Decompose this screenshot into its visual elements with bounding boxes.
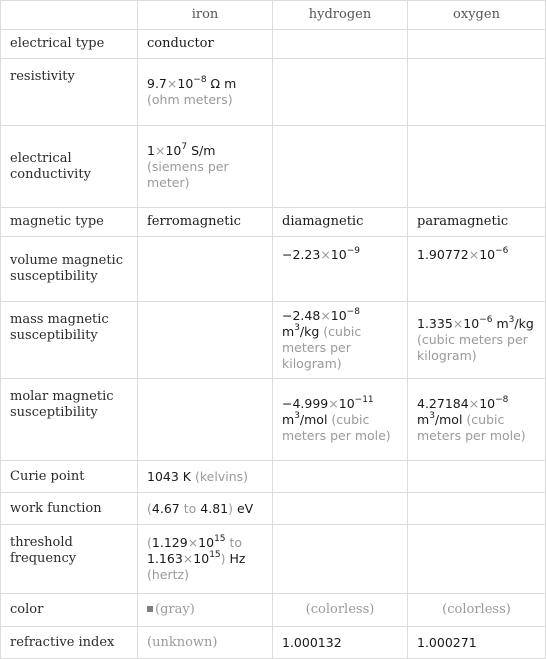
iron-resistivity [138,59,273,126]
times-sign: × [452,316,464,331]
unit-exponent: 3 [294,410,300,421]
ten: 10 [330,308,347,323]
unit: Ω m [210,76,237,91]
iron-threshold-frequency [138,525,273,594]
color-name: (gray) [155,602,195,617]
ten: 10 [338,395,355,411]
unit-a: m [496,316,509,331]
empty-cell [273,59,408,126]
empty-cell [273,525,408,594]
times-sign: × [328,395,339,411]
exponent: 7 [181,141,188,152]
row-conductivity [1,126,546,208]
unit-name: (cubic meters per kilogram) [417,332,528,363]
ten: 10 [193,551,210,566]
high-mantissa: 1.163 [147,551,183,566]
unit-name: (cubic meters per kilogram) [282,324,362,371]
hydrogen-electrical-type [273,30,408,59]
times-sign: × [182,551,194,566]
empty-cell [273,493,408,525]
exponent: −11 [354,394,374,405]
unit-a: m [282,324,295,339]
to-word: to [229,535,243,550]
unit-exponent: 3 [508,315,515,325]
row-label: work function [1,493,138,525]
iron-electrical-type: conductor [138,30,273,59]
row-electrical-type [1,30,546,59]
ten: 10 [479,395,496,411]
row-color [1,594,546,627]
mantissa: 1.90772 [417,247,469,262]
row-label: electrical type [1,30,138,59]
exponent: −8 [193,75,207,85]
hydrogen-refractive-index: 1.000132 [273,627,408,659]
unit-name: (cubic meters per mole) [417,411,526,443]
exponent: −8 [346,307,360,317]
unit-a: m [282,411,295,427]
unit-exponent: 3 [294,323,300,333]
times-sign: × [320,247,331,262]
row-label: mass magnetic susceptibility [1,302,138,379]
low-exponent: 15 [214,534,226,544]
mantissa: 1 [147,142,155,158]
unit-b: /mol [434,411,463,427]
row-label: molar magnetic susceptibility [1,379,138,461]
value: 1043 [147,468,179,484]
row-work-function [1,493,546,525]
empty-cell [408,461,546,493]
low-mantissa: 1.129 [151,535,188,550]
empty-cell [138,302,273,379]
row-volume-susceptibility [1,237,546,302]
iron-curie-point [138,461,273,493]
mantissa: −2.48 [282,308,321,323]
unit-name: (ohm meters) [147,92,233,107]
row-label: refractive index [1,627,138,659]
unit: Hz [229,551,246,566]
row-curie-point [1,461,546,493]
unit: S/m [191,142,216,158]
hydrogen-magnetic-type: diamagnetic [273,208,408,237]
oxygen-refractive-index: 1.000271 [408,627,546,659]
oxygen-molar-susceptibility [408,379,546,461]
mantissa: −2.23 [282,247,321,262]
row-label: threshold frequency [1,525,138,594]
header-empty-cell [1,1,138,30]
header-oxygen: oxygen [408,1,546,30]
row-refractive-index [1,627,546,659]
times-sign: × [468,247,480,262]
exponent: −9 [346,246,360,256]
exponent: −6 [479,315,493,325]
unit-exponent: 3 [429,410,435,421]
high-value: 4.81 [200,500,229,516]
hydrogen-color: (colorless) [273,594,408,627]
mantissa: −4.999 [282,395,329,411]
iron-refractive-index: (unknown) [138,627,273,659]
unit-a: m [417,411,430,427]
row-label: electrical conductivity [1,126,138,208]
row-label: resistivity [1,59,138,126]
row-label: Curie point [1,461,138,493]
unit: K [182,468,191,484]
row-mass-susceptibility [1,302,546,379]
oxygen-volume-susceptibility [408,237,546,302]
unit-name: (cubic meters per mole) [282,411,391,443]
low-value: 4.67 [151,500,180,516]
row-resistivity [1,59,546,126]
oxygen-mass-susceptibility [408,302,546,379]
ten: 10 [479,247,496,262]
unit-b: /mol [299,411,328,427]
mantissa: 4.27184 [417,395,469,411]
times-sign: × [166,76,178,91]
times-sign: × [468,395,480,411]
empty-cell [138,379,273,461]
unit-name: (kelvins) [194,468,248,484]
hydrogen-volume-susceptibility [273,237,408,302]
row-label: volume magnetic susceptibility [1,237,138,302]
unit-b: /kg [299,324,320,339]
color-swatch-icon [147,606,153,612]
header-row [1,1,546,30]
unit-b: /kg [514,316,534,331]
hydrogen-molar-susceptibility [273,379,408,461]
close-paren: ) [228,500,233,516]
mantissa: 1.335 [417,316,453,331]
times-sign: × [320,308,331,323]
empty-cell [408,493,546,525]
row-threshold-frequency [1,525,546,594]
row-magnetic-type [1,208,546,237]
row-label: color [1,594,138,627]
iron-work-function [138,493,273,525]
oxygen-electrical-type [408,30,546,59]
exponent: −8 [495,394,509,405]
iron-magnetic-type: ferromagnetic [138,208,273,237]
high-exponent: 15 [209,550,221,560]
empty-cell [138,237,273,302]
oxygen-color: (colorless) [408,594,546,627]
exponent: −6 [495,246,509,256]
times-sign: × [187,535,199,550]
oxygen-magnetic-type: paramagnetic [408,208,546,237]
empty-cell [408,126,546,208]
ten: 10 [463,316,480,331]
hydrogen-mass-susceptibility [273,302,408,379]
unit-name: (siemens per meter) [147,158,229,190]
empty-cell [273,126,408,208]
times-sign: × [154,142,166,158]
empty-cell [273,461,408,493]
ten: 10 [198,535,215,550]
iron-color [138,594,273,627]
open-paren: ( [147,500,152,516]
ten: 10 [330,247,347,262]
ten: 10 [165,142,182,158]
row-molar-susceptibility [1,379,546,461]
mantissa: 9.7 [147,76,167,91]
iron-conductivity [138,126,273,208]
empty-cell [408,59,546,126]
header-hydrogen: hydrogen [273,1,408,30]
empty-cell [408,525,546,594]
open-paren: ( [147,535,152,550]
unit: eV [236,500,254,516]
to-word: to [183,500,197,516]
unit-name: (hertz) [147,567,189,582]
header-iron: iron [138,1,273,30]
close-paren: ) [220,551,226,566]
ten: 10 [177,76,194,91]
row-label: magnetic type [1,208,138,237]
